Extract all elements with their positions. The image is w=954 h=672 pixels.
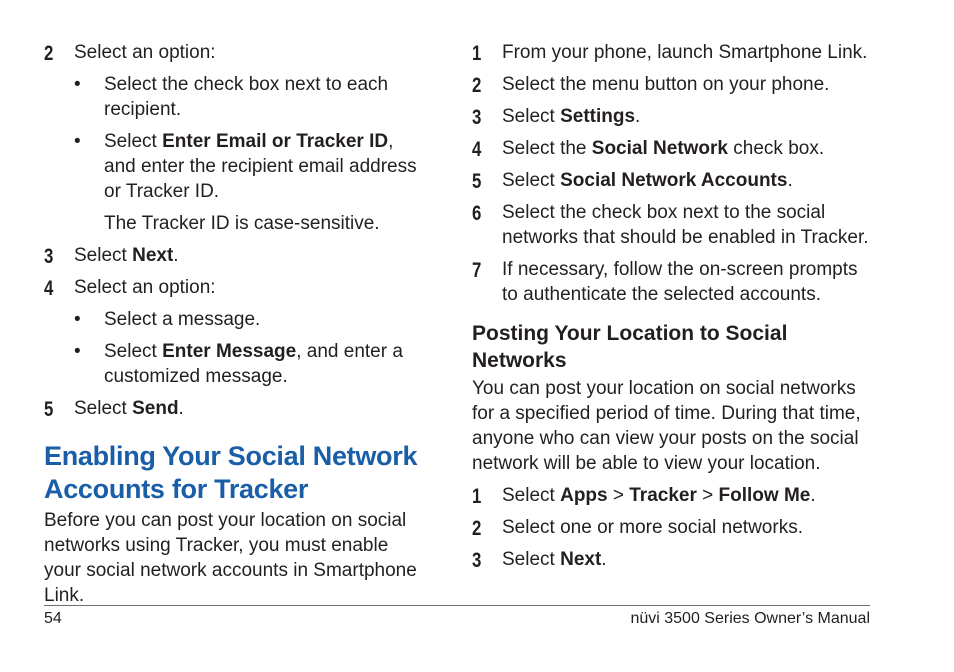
- step-text-pre: Select the: [502, 138, 592, 159]
- bullet-select-message: [44, 307, 429, 332]
- step-number: 2: [472, 74, 482, 97]
- footer-divider: [44, 605, 870, 606]
- step-text: Select the check box next to the social networks that should be enabled in Tracker.: [502, 202, 869, 248]
- menu-tracker: Tracker: [629, 485, 697, 506]
- step-bold-option: Send: [132, 398, 179, 419]
- step-number: 7: [472, 259, 482, 282]
- step-number: 5: [44, 398, 54, 421]
- follow-step-1: [472, 483, 872, 508]
- step-text: Select an option:: [74, 42, 216, 63]
- step-number: 1: [472, 42, 482, 65]
- step-text-post: .: [601, 549, 607, 570]
- step-text: Select one or more social networks.: [502, 517, 803, 538]
- step-bold-option: Next: [560, 549, 602, 570]
- section-heading: Enabling Your Social Network Accounts for Tracker: [44, 441, 418, 504]
- step-number: 3: [472, 549, 482, 572]
- page-number: 54: [44, 610, 62, 627]
- step-number: 4: [44, 277, 54, 300]
- bullet-text-post: , and enter the recipient email address or Tracker ID.: [104, 131, 417, 202]
- menu-apps: Apps: [560, 485, 608, 506]
- right-step-1: [472, 40, 872, 65]
- follow-step-3: [472, 547, 872, 572]
- step-text-pre: Select: [74, 398, 133, 419]
- step-bold-option: Social Network Accounts: [560, 170, 788, 191]
- bullet-bold-option: Enter Message: [162, 341, 297, 362]
- bullet-dot: •: [74, 341, 81, 362]
- left-column: [44, 40, 429, 615]
- menu-separator: >: [607, 485, 630, 506]
- step-5-select-send: [44, 396, 429, 421]
- right-step-2: [472, 72, 872, 97]
- step-bold-option: Settings: [560, 106, 636, 127]
- step-text-post: .: [178, 398, 184, 419]
- right-step-5: [472, 168, 872, 193]
- step-3-select-next: [44, 243, 429, 268]
- step-number: 1: [472, 485, 482, 508]
- step-text-pre: Select: [502, 485, 561, 506]
- menu-follow-me: Follow Me: [718, 485, 811, 506]
- bullet-dot: •: [74, 74, 81, 95]
- bullet-text-pre: Select: [104, 131, 163, 152]
- bullet-text: Select a message.: [104, 309, 261, 330]
- right-step-6: [472, 200, 872, 250]
- tracker-id-note: The Tracker ID is case-sensitive.: [104, 213, 380, 234]
- step-number: 5: [472, 170, 482, 193]
- step-bold-option: Next: [132, 245, 174, 266]
- step-text-post: .: [635, 106, 641, 127]
- step-text-post: .: [810, 485, 816, 506]
- step-number: 2: [44, 42, 54, 65]
- menu-separator: >: [696, 485, 719, 506]
- step-text-post: .: [173, 245, 179, 266]
- section-paragraph: Before you can post your location on social networks using Tracker, you must enable your social network accounts in Smartphone Link.: [44, 510, 417, 606]
- step-number: 3: [472, 106, 482, 129]
- follow-step-2: [472, 515, 872, 540]
- step-number: 3: [44, 245, 54, 268]
- right-column: [472, 40, 872, 579]
- step-text-post: .: [787, 170, 793, 191]
- bullet-dot: •: [74, 309, 81, 330]
- step-number: 6: [472, 202, 482, 225]
- step-text: From your phone, launch Smartphone Link.: [502, 42, 868, 63]
- bullet-check-box-recipient: [44, 72, 429, 122]
- step-text: Select the menu button on your phone.: [502, 74, 830, 95]
- step-text-pre: Select: [502, 549, 561, 570]
- bullet-text-post: , and enter a customized message.: [104, 341, 403, 387]
- right-step-3: [472, 104, 872, 129]
- bullet-enter-email: [44, 129, 429, 204]
- manual-title: nüvi 3500 Series Owner’s Manual: [630, 610, 870, 627]
- bullet-text-pre: Select: [104, 341, 163, 362]
- step-bold-option: Social Network: [591, 138, 728, 159]
- step-2-select-option: [44, 40, 429, 65]
- step-number: 2: [472, 517, 482, 540]
- bullet-enter-message: [44, 339, 429, 389]
- step-text-pre: Select: [502, 170, 561, 191]
- step-text-post: check box.: [728, 138, 825, 159]
- right-step-7: [472, 257, 872, 307]
- step-text: Select an option:: [74, 277, 216, 298]
- step-text-pre: Select: [74, 245, 133, 266]
- subsection-paragraph: You can post your location on social networks for a specified period of time. During that time, anyone who can view your posts on the social network will be able to view your location.: [472, 378, 861, 474]
- bullet-bold-option: Enter Email or Tracker ID: [162, 131, 389, 152]
- step-text-pre: Select: [502, 106, 561, 127]
- subsection-heading: Posting Your Location to Social Networks: [472, 322, 788, 372]
- bullet-dot: •: [74, 131, 81, 152]
- step-number: 4: [472, 138, 482, 161]
- step-text: If necessary, follow the on-screen prompts to authenticate the selected accounts.: [502, 259, 858, 305]
- right-step-4: [472, 136, 872, 161]
- bullet-text: Select the check box next to each recipient.: [104, 74, 389, 120]
- step-4-select-option: [44, 275, 429, 300]
